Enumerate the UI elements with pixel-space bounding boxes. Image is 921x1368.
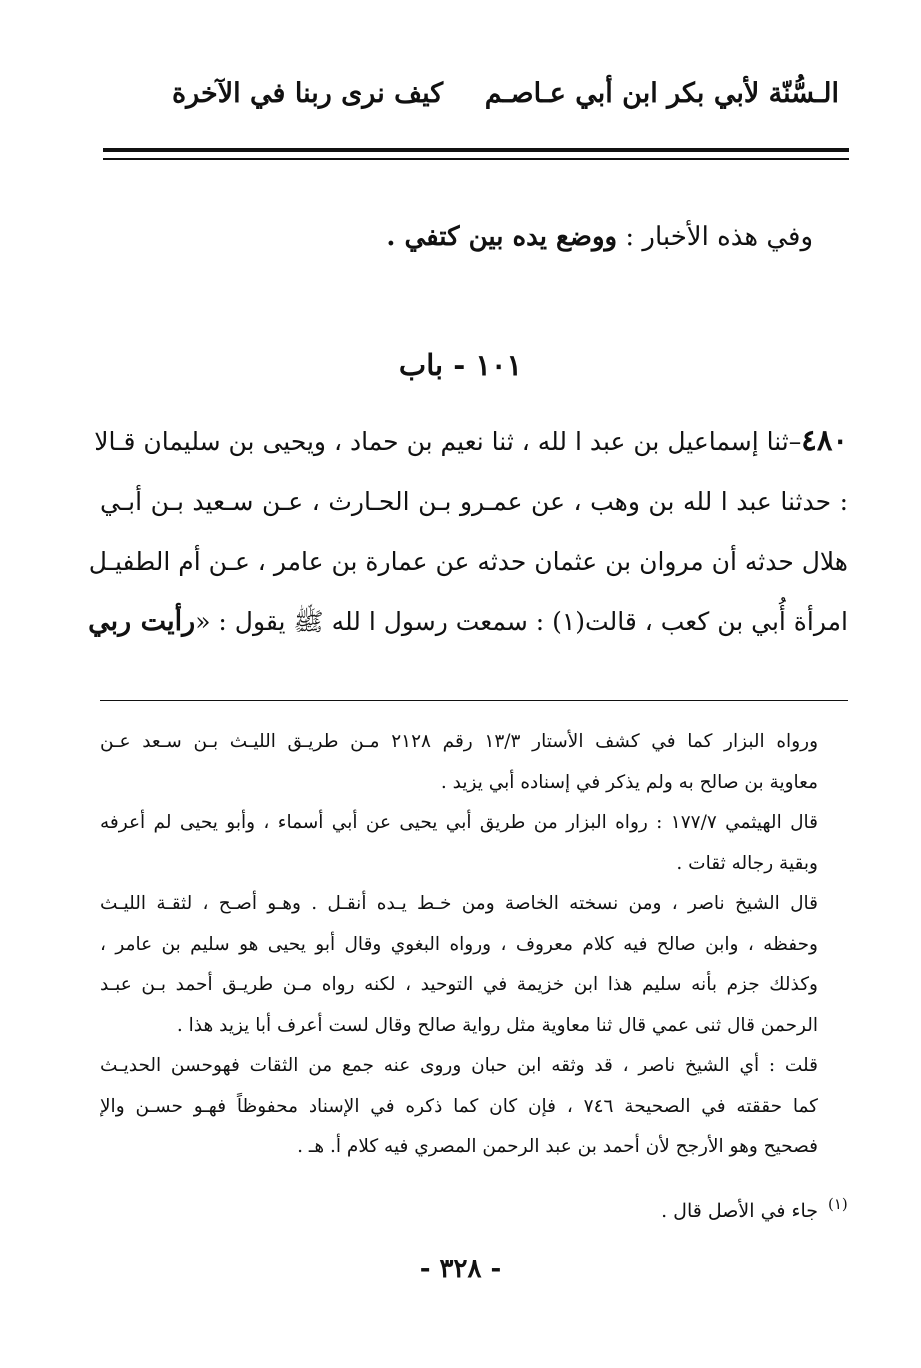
running-header-book-title: الـسُّنّة لأبي بكر ابن أبي عـاصـم (484, 78, 839, 109)
note-line: قال الهيثمي ١٧٧/٧ : رواه البزار من طريق أبي يحيى عن أبي أسماء ، وأبو يحيى لم أعرفه (100, 812, 818, 833)
hadith-line-2: : حدثنا عبد ا لله بن وهب ، عن عمـرو بـن الحـارث ، عـن سـعيد بـن أبـي (100, 487, 848, 516)
note-line: كما حققته في الصحيحة ٧٤٦ ، فإن كان كما ذكره في الإسناد محفوظاً فهـو حسـن والإ (100, 1095, 818, 1117)
note-line: وبقية رجاله ثقات . (676, 852, 818, 874)
intro-phrase: ووضع يده بين كتفي . (386, 222, 618, 252)
hadith-line-3: هلال حدثه أن مروان بن عثمان حدثه عن عمارة بن عامر ، عـن أم الطفيـل (88, 547, 848, 576)
header-rule-thick (103, 148, 849, 152)
note-line: قلت : أي الشيخ ناصر ، قد وثقه ابن حبان وروى عنه جمع من الثقات فهوحسن الحديـث (100, 1055, 818, 1076)
footnote-commentary (100, 722, 818, 1168)
note-line: ورواه البزار كما في كشف الأستار ١٣/٣ رقم ٢١٢٨ مـن طريـق الليـث بـن سـعد عـن (100, 731, 818, 752)
hadith-emphasis: رأيت ربي (88, 606, 196, 637)
hadith-line-1: ٤٨٠–ثنا إسماعيل بن عبد ا لله ، ثنا نعيم بن حماد ، ويحيى بن سليمان قـالا (94, 423, 848, 457)
chapter-heading: ١٠١ - باب (398, 348, 523, 382)
intro-lead: وفي هذه الأخبار : (617, 222, 813, 252)
header-rule-thin (103, 158, 849, 160)
hadith-line-4: امرأة أُبي بن كعب ، قالت(١) : سمعت رسول ا لله ﷺ يقول : «رأيت ربي (88, 606, 848, 637)
note-line: وكذلك جزم بأنه سليم هذا ابن خزيمة في التوحيد ، لكنه رواه مـن طريـق أحمد بـن عبـد (100, 974, 818, 995)
note-line: قال الشيخ ناصر ، ومن نسخته الخاصة ومن خـط يـده أنقـل . وهـو أصـح ، لثقـة الليـث (100, 893, 818, 914)
note-line: معاوية بن صالح به ولم يذكر في إسناده أبي يزيد . (440, 771, 818, 793)
running-header-chapter-title: كيف نرى ربنا في الآخرة (172, 78, 444, 109)
footnote-text: جاء في الأصل قال . (661, 1200, 818, 1222)
page-number: - ٣٢٨ - (419, 1254, 502, 1284)
footnote-separator (100, 700, 848, 701)
note-line: وحفظه ، وابن صالح فيه كلام معروف ، ورواه البغوي وقال أبو يحيى هو سليم بن عامر ، (100, 933, 818, 955)
footnote-marker: (١) (828, 1195, 848, 1213)
hadith-text (88, 410, 848, 652)
hadith-number: ٤٨٠ (801, 423, 848, 457)
note-line: الرحمن قال ثنى عمي قال ثنا معاوية مثل رواية صالح وقال لست أعرف أبا يزيد هذا . (176, 1014, 818, 1036)
note-line: فصحيح وهو الأرجح لأن أحمد بن عبد الرحمن المصري فيه كلام أ. هـ . (297, 1136, 818, 1157)
intro-paragraph (386, 222, 813, 252)
